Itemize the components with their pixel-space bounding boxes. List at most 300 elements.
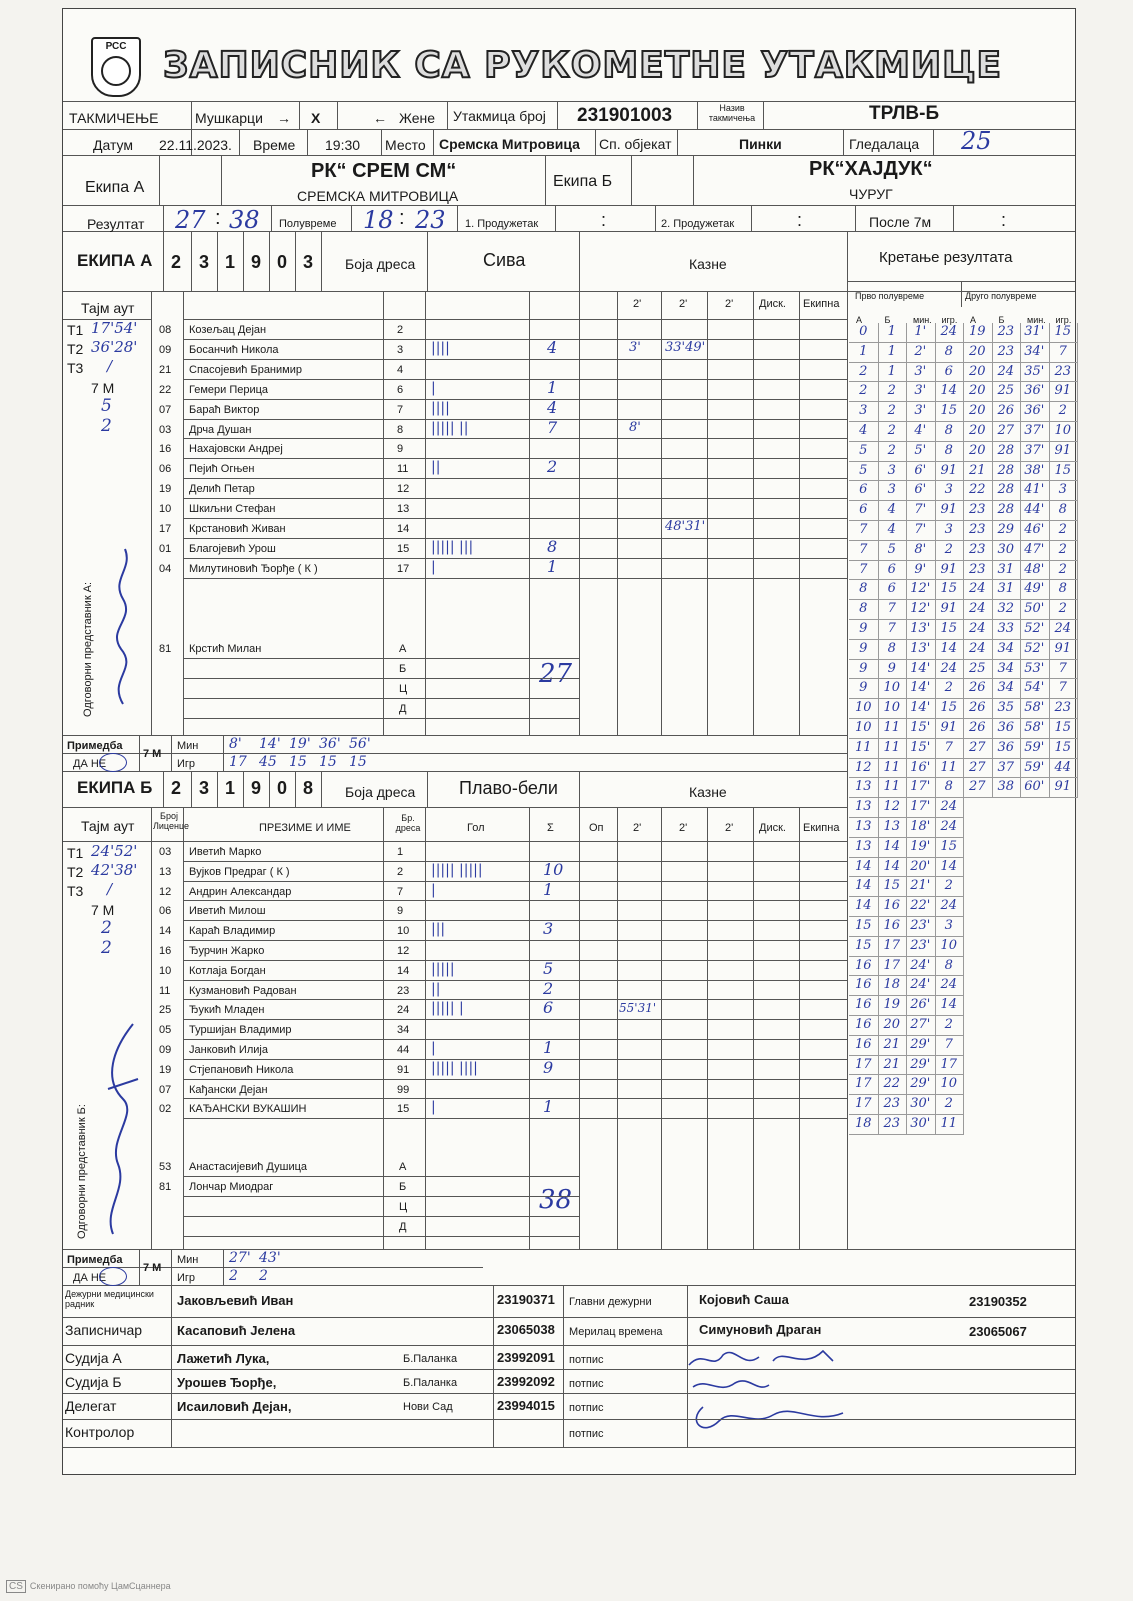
progress-col-header: Б (998, 315, 1005, 325)
progress-cell: 13' (906, 620, 936, 640)
grid-line (183, 1236, 579, 1237)
progress-cell: 7 (935, 1036, 965, 1056)
progress-cell: 2 (1049, 600, 1079, 620)
player-jersey-number: 14 (397, 964, 410, 977)
progress-cell: 16 (849, 957, 879, 977)
progress-cell: 41' (1020, 481, 1050, 501)
progress-cell: 17 (878, 957, 908, 977)
team-b-jersey: Плаво-бели (459, 778, 558, 798)
team-b-goal-label: Гол (467, 822, 485, 834)
progress-cell: 5 (849, 442, 879, 462)
progress-cell: 23 (963, 521, 993, 541)
progress-cell: 58' (1020, 699, 1050, 719)
grid-line (183, 718, 579, 719)
progress-cell: 26 (963, 719, 993, 739)
place-label: Место (385, 137, 426, 153)
official-license: 53 (159, 1161, 172, 1174)
grid-line (183, 881, 847, 882)
progress-cell: 17 (849, 1075, 879, 1095)
men-arrow-icon: → (277, 110, 291, 126)
progress-cell: 7 (935, 739, 965, 759)
seven-m-minute: 36' (319, 736, 341, 752)
seven-m-minute: 8' (229, 736, 242, 752)
after-7m-colon: : (1001, 210, 1007, 230)
player-license: 05 (159, 1024, 172, 1037)
progress-cell: 36 (992, 719, 1022, 739)
spectators-value: 25 (961, 127, 992, 155)
player-goal-tally: | (431, 379, 436, 396)
team-b-t1-label: T1 (67, 845, 84, 861)
team-b-section-label: ЕКИПА Б (77, 778, 153, 797)
progress-cell: 15 (1049, 462, 1079, 482)
player-license: 16 (159, 945, 172, 957)
venue-value: Пинки (739, 136, 782, 152)
official-role-2: потпис (569, 1428, 604, 1440)
progress-cell: 3' (906, 382, 936, 402)
progress-cell: 6 (935, 363, 965, 383)
progress-cell: 18' (906, 818, 936, 838)
progress-cell: 14 (849, 877, 879, 897)
progress-cell: 18 (878, 976, 908, 996)
official-role: Ц (399, 1201, 408, 1214)
grid-line (63, 1345, 1075, 1346)
player-license: 03 (159, 423, 172, 436)
official-role: Судија Б (65, 1374, 122, 1390)
progress-cell: 4' (906, 422, 936, 442)
team-b-jersey-label: Боја дреса (345, 784, 416, 800)
player-goal-sum: 9 (543, 1057, 554, 1077)
progress-cell: 15 (935, 402, 965, 422)
player-goal-sum: 10 (543, 859, 564, 879)
player-license: 03 (159, 846, 172, 858)
progress-cell: 5 (878, 541, 908, 561)
progress-cell: 3 (935, 481, 965, 501)
player-license: 12 (159, 885, 172, 898)
player-name: Котлаја Богдан (189, 964, 266, 977)
progress-cell: 20 (963, 422, 993, 442)
player-goal-sum: 1 (547, 377, 558, 397)
progress-cell: 17 (849, 1056, 879, 1076)
progress-cell: 3 (935, 521, 965, 541)
progress-cell: 12' (906, 600, 936, 620)
scanner-logo-icon: CS (6, 1580, 26, 1593)
player-goal-tally: | (431, 558, 436, 575)
team-a-7m-value-1: 5 (101, 396, 112, 416)
progress-cell: 91 (1049, 778, 1079, 798)
progress-cell: 11 (878, 739, 908, 759)
player-license: 10 (159, 503, 172, 516)
result-a: 27 (175, 206, 206, 234)
player-name: Шкиљни Стефан (189, 503, 276, 516)
progress-cell: 46' (1020, 521, 1050, 541)
player-penalty-1: 3' (629, 339, 641, 355)
player-jersey-number: 24 (397, 1004, 410, 1017)
player-goal-tally: ||| (431, 921, 446, 938)
player-name: Гемери Перица (189, 383, 269, 396)
scanner-watermark: CS Скенирано помоћу ЦамСцаннера (6, 1580, 171, 1593)
team-b-col-2min-3: 2' (725, 822, 734, 834)
player-goal-sum: 3 (543, 919, 554, 939)
official-code: 23065038 (497, 1322, 555, 1337)
progress-cell: 14 (878, 858, 908, 878)
progress-cell: 24 (935, 818, 965, 838)
progress-cell: 22 (878, 1075, 908, 1095)
overtime2-colon: : (797, 210, 803, 230)
progress-cell: 23 (992, 323, 1022, 343)
team-a-jersey: Сива (483, 250, 526, 270)
federation-logo (91, 37, 141, 97)
progress-cell: 14' (906, 679, 936, 699)
player-jersey-number: 3 (397, 343, 404, 356)
progress-cell: 91 (935, 501, 965, 521)
progress-cell: 91 (935, 600, 965, 620)
progress-first-half: Прво полувреме (855, 291, 925, 301)
player-goal-tally: ||||| || (431, 419, 469, 436)
team-a-7m-label: 7 M (91, 380, 115, 396)
player-license: 22 (159, 383, 172, 396)
official-role-2: Мерилац времена (569, 1326, 663, 1338)
official-name: Крстић Милан (189, 642, 262, 655)
official-role-2: потпис (569, 1354, 604, 1366)
player-jersey-number: 6 (397, 383, 404, 396)
progress-cell: 7 (1049, 660, 1079, 680)
grid-line (183, 1118, 847, 1119)
progress-cell: 36' (1020, 402, 1050, 422)
progress-cell: 10 (935, 937, 965, 957)
seven-m-minute: 56' (349, 736, 371, 752)
progress-cell: 52' (1020, 640, 1050, 660)
progress-cell: 2 (1049, 521, 1079, 541)
seven-m-player: 15 (289, 754, 307, 770)
progress-cell: 20 (963, 382, 993, 402)
progress-cell: 17 (878, 937, 908, 957)
player-jersey-number: 14 (397, 523, 410, 535)
progress-cell: 91 (1049, 442, 1079, 462)
progress-cell: 24 (963, 600, 993, 620)
player-penalty-1: 55'31' (619, 1001, 657, 1016)
team-a-representative-label: Одговорни представник А: (82, 581, 94, 717)
official-role: Дежурни медицински радник (65, 1289, 154, 1309)
progress-cell: 60' (1020, 778, 1050, 798)
progress-cell: 36 (992, 739, 1022, 759)
progress-cell: 14 (935, 382, 965, 402)
progress-cell: 23 (1049, 699, 1079, 719)
player-license: 16 (159, 443, 172, 456)
progress-cell: 1' (906, 323, 936, 343)
competition-name-label: Назив такмичења (708, 103, 756, 123)
official-name: Лончар Миодраг (189, 1181, 274, 1194)
player-license: 19 (159, 1063, 172, 1076)
halftime-a: 18 (363, 206, 394, 234)
progress-cell: 35 (992, 699, 1022, 719)
seven-m-minute: 27' (229, 1250, 251, 1266)
team-b-jersey-no-label: Бр. дреса (395, 813, 421, 833)
progress-cell: 36' (1020, 382, 1050, 402)
match-number-label: Утакмица број (453, 108, 546, 124)
progress-cell: 8 (1049, 501, 1079, 521)
progress-cell: 48' (1020, 561, 1050, 581)
team-b-remark-yes-no: ДА НЕ (73, 1272, 107, 1284)
player-name: Делић Петар (189, 483, 255, 496)
team-a-representative-signature (103, 529, 143, 709)
player-name: Милутиновић Ђорђе ( К ) (189, 562, 318, 575)
progress-cell: 4 (878, 521, 908, 541)
team-a-code: 2 3 1 9 0 3 (171, 252, 314, 272)
player-jersey-number: 2 (397, 865, 404, 878)
grid-line (183, 658, 579, 659)
player-license: 02 (159, 1103, 172, 1116)
grid-line (183, 578, 847, 579)
progress-cell: 21 (878, 1036, 908, 1056)
team-b-t2-label: T2 (67, 864, 84, 880)
progress-cell: 44' (1020, 501, 1050, 521)
grid-line (493, 1285, 494, 1447)
grid-line (183, 339, 847, 340)
progress-cell: 13 (849, 818, 879, 838)
progress-cell: 14' (906, 660, 936, 680)
competition-name: ТРЛВ-Б (869, 103, 940, 124)
progress-cell: 15 (1049, 323, 1079, 343)
progress-cell: 33 (992, 620, 1022, 640)
progress-cell: 19' (906, 838, 936, 858)
progress-cell: 3 (935, 917, 965, 937)
progress-cell: 10 (878, 699, 908, 719)
official-name: Исаиловић Дејан, (177, 1399, 292, 1414)
team-a-t2-label: T2 (67, 341, 84, 357)
progress-cell: 13 (849, 838, 879, 858)
progress-cell: 12 (878, 798, 908, 818)
progress-cell: 26' (906, 996, 936, 1016)
seven-m-minute: 14' (259, 736, 281, 752)
progress-cell: 23 (963, 501, 993, 521)
team-b-penalties-label: Казне (689, 784, 727, 800)
grid-line (183, 920, 847, 921)
progress-cell: 91 (1049, 382, 1079, 402)
progress-cell: 23 (1049, 363, 1079, 383)
grid-line (183, 399, 847, 400)
player-goal-tally: ||||| |||| (431, 1059, 478, 1076)
progress-cell: 13 (849, 798, 879, 818)
progress-cell: 9 (878, 660, 908, 680)
grid-line (183, 379, 847, 380)
progress-cell: 7' (906, 521, 936, 541)
progress-cell: 15' (906, 739, 936, 759)
women-label: Жене (399, 110, 436, 126)
progress-cell: 6' (906, 462, 936, 482)
progress-cell: 5' (906, 442, 936, 462)
halftime-label: Полувреме (279, 218, 337, 230)
place-value: Сремска Митровица (439, 136, 580, 152)
player-goal-tally: |||| (431, 339, 450, 356)
player-goal-sum: 7 (547, 417, 558, 437)
player-jersey-number: 44 (397, 1044, 410, 1056)
progress-cell: 27 (963, 739, 993, 759)
player-goal-tally: | (431, 881, 436, 898)
progress-cell: 14 (849, 897, 879, 917)
team-b-city: ЧУРУГ (849, 186, 893, 202)
overtime1-colon: : (601, 210, 607, 230)
men-label: Мушкарци (195, 110, 263, 126)
progress-cell: 2 (878, 422, 908, 442)
overtime1-label: 1. Продужетак (465, 218, 539, 230)
grid-line (183, 498, 847, 499)
progress-cell: 2 (1049, 561, 1079, 581)
progress-cell: 22' (906, 897, 936, 917)
player-name: Благојевић Урош (189, 542, 276, 555)
player-jersey-number: 17 (397, 562, 410, 575)
progress-cell: 3' (906, 363, 936, 383)
team-b-7m-label: 7 M (91, 902, 115, 918)
progress-cell: 27' (906, 1016, 936, 1036)
progress-cell: 35' (1020, 363, 1050, 383)
progress-cell: 24' (906, 976, 936, 996)
player-goal-sum: 1 (543, 1038, 554, 1057)
official-role: Судија А (65, 1350, 122, 1366)
progress-cell: 14 (935, 996, 965, 1016)
player-name: Андрин Александар (189, 885, 292, 898)
progress-cell: 23 (878, 1095, 908, 1115)
player-name: Спасојевић Бранимир (189, 363, 302, 376)
progress-col-header: игр. (941, 315, 958, 325)
player-name: Кађански Дејан (189, 1083, 268, 1096)
progress-cell: 10 (935, 1075, 965, 1095)
grid-line (183, 518, 847, 519)
player-jersey-number: 2 (397, 324, 404, 336)
progress-cell: 24 (963, 640, 993, 660)
official-name: Лажетић Лука, (177, 1351, 270, 1366)
progress-cell: 49' (1020, 580, 1050, 600)
halftime-b: 23 (415, 206, 446, 234)
progress-cell: 20 (963, 363, 993, 383)
progress-cell: 8 (935, 442, 965, 462)
player-jersey-number: 4 (397, 363, 404, 376)
logo-text: РСС (105, 41, 127, 52)
team-b-total: 38 (539, 1185, 573, 1215)
player-penalty-1: 8' (629, 419, 641, 435)
team-b-sum-label: Σ (547, 822, 554, 834)
grid-line (63, 1447, 1075, 1448)
progress-cell: 10 (849, 719, 879, 739)
player-license: 13 (159, 865, 172, 878)
progress-cell: 34' (1020, 343, 1050, 363)
team-a-timeout-label: Тајм аут (81, 300, 135, 316)
progress-cell: 11 (849, 739, 879, 759)
progress-cell: 2 (935, 679, 965, 699)
player-jersey-number: 9 (397, 443, 404, 456)
progress-cell: 50' (1020, 600, 1050, 620)
progress-cell: 29 (992, 521, 1022, 541)
team-b-code: 2 3 1 9 0 8 (171, 778, 314, 798)
team-a-total: 27 (539, 659, 573, 689)
official-code-2: 23190352 (969, 1294, 1027, 1309)
progress-cell: 91 (935, 462, 965, 482)
progress-cell: 14 (878, 838, 908, 858)
player-name: Пејић Огњен (189, 463, 255, 476)
progress-cell: 26 (992, 402, 1022, 422)
player-jersey-number: 99 (397, 1083, 410, 1096)
progress-cell: 1 (878, 323, 908, 343)
progress-col-header: А (970, 315, 977, 325)
official-role: Б (399, 662, 407, 675)
player-goal-tally: | (431, 1099, 436, 1116)
grid-line (63, 1317, 1075, 1318)
overtime2-label: 2. Продужетак (661, 218, 735, 230)
seven-m-player: 45 (259, 754, 277, 770)
player-name: Босанчић Никола (189, 343, 279, 356)
team-b-7m-footer-label: 7 М (143, 1262, 162, 1274)
progress-cell: 17 (849, 1095, 879, 1115)
player-name: Бараћ Виктор (189, 403, 260, 416)
grid-line (183, 1176, 579, 1177)
official-city: Б.Паланка (403, 1377, 458, 1389)
team-b-col-disq: Диск. (759, 822, 786, 834)
team-a-remark-yes-no: ДА НЕ (73, 758, 107, 770)
progress-cell: 2 (935, 1095, 965, 1115)
progress-cell: 2 (849, 363, 879, 383)
progress-cell: 12' (906, 580, 936, 600)
grid-line (183, 1196, 579, 1197)
grid-line (63, 1393, 1075, 1394)
player-jersey-number: 15 (397, 542, 410, 555)
player-goal-sum: 5 (543, 958, 554, 978)
progress-cell: 24 (992, 363, 1022, 383)
date-label: Датум (93, 137, 133, 153)
player-goal-tally: || (431, 459, 441, 476)
team-b-timeout-label: Тајм аут (81, 818, 135, 834)
progress-cell: 14 (849, 858, 879, 878)
official-role-2: Главни дежурни (569, 1296, 652, 1308)
player-license: 10 (159, 964, 172, 977)
player-jersey-number: 8 (397, 423, 404, 436)
player-license: 21 (159, 363, 172, 376)
team-a-section-label: ЕКИПА А (77, 251, 153, 270)
progress-cell: 27 (992, 422, 1022, 442)
player-jersey-number: 12 (397, 483, 410, 496)
progress-cell: 23' (906, 937, 936, 957)
progress-cell: 19 (878, 996, 908, 1016)
grid-line (183, 861, 847, 862)
progress-cell: 16 (849, 976, 879, 996)
official-role: Б (399, 1181, 407, 1194)
progress-cell: 3 (878, 481, 908, 501)
grid-line (183, 980, 847, 981)
team-a-7m-igr-label: Игр (177, 758, 196, 770)
team-a-remark-label: Примедба (67, 740, 123, 752)
player-jersey-number: 1 (397, 846, 404, 858)
progress-cell: 11 (878, 778, 908, 798)
progress-cell: 1 (878, 363, 908, 383)
player-name: Стјепановић Никола (189, 1063, 294, 1076)
progress-cell: 7 (849, 561, 879, 581)
player-name: Јанковић Илија (189, 1044, 268, 1056)
progress-cell: 2 (935, 1016, 965, 1036)
result-b: 38 (229, 206, 260, 234)
player-license: 11 (159, 984, 171, 997)
progress-cell: 16 (849, 996, 879, 1016)
grid-line (183, 1098, 847, 1099)
team-b-t3-value: / (107, 880, 113, 898)
progress-cell: 15 (849, 937, 879, 957)
progress-cell: 11 (878, 719, 908, 739)
grid-line (183, 940, 847, 941)
seven-m-player: 2 (229, 1268, 238, 1284)
grid-line (183, 999, 847, 1000)
progress-cell: 12 (849, 759, 879, 779)
official-city: Нови Сад (403, 1401, 453, 1413)
official-role: А (399, 642, 407, 655)
grid-line (171, 1285, 172, 1447)
team-a-7m-footer-label: 7 М (143, 748, 162, 760)
